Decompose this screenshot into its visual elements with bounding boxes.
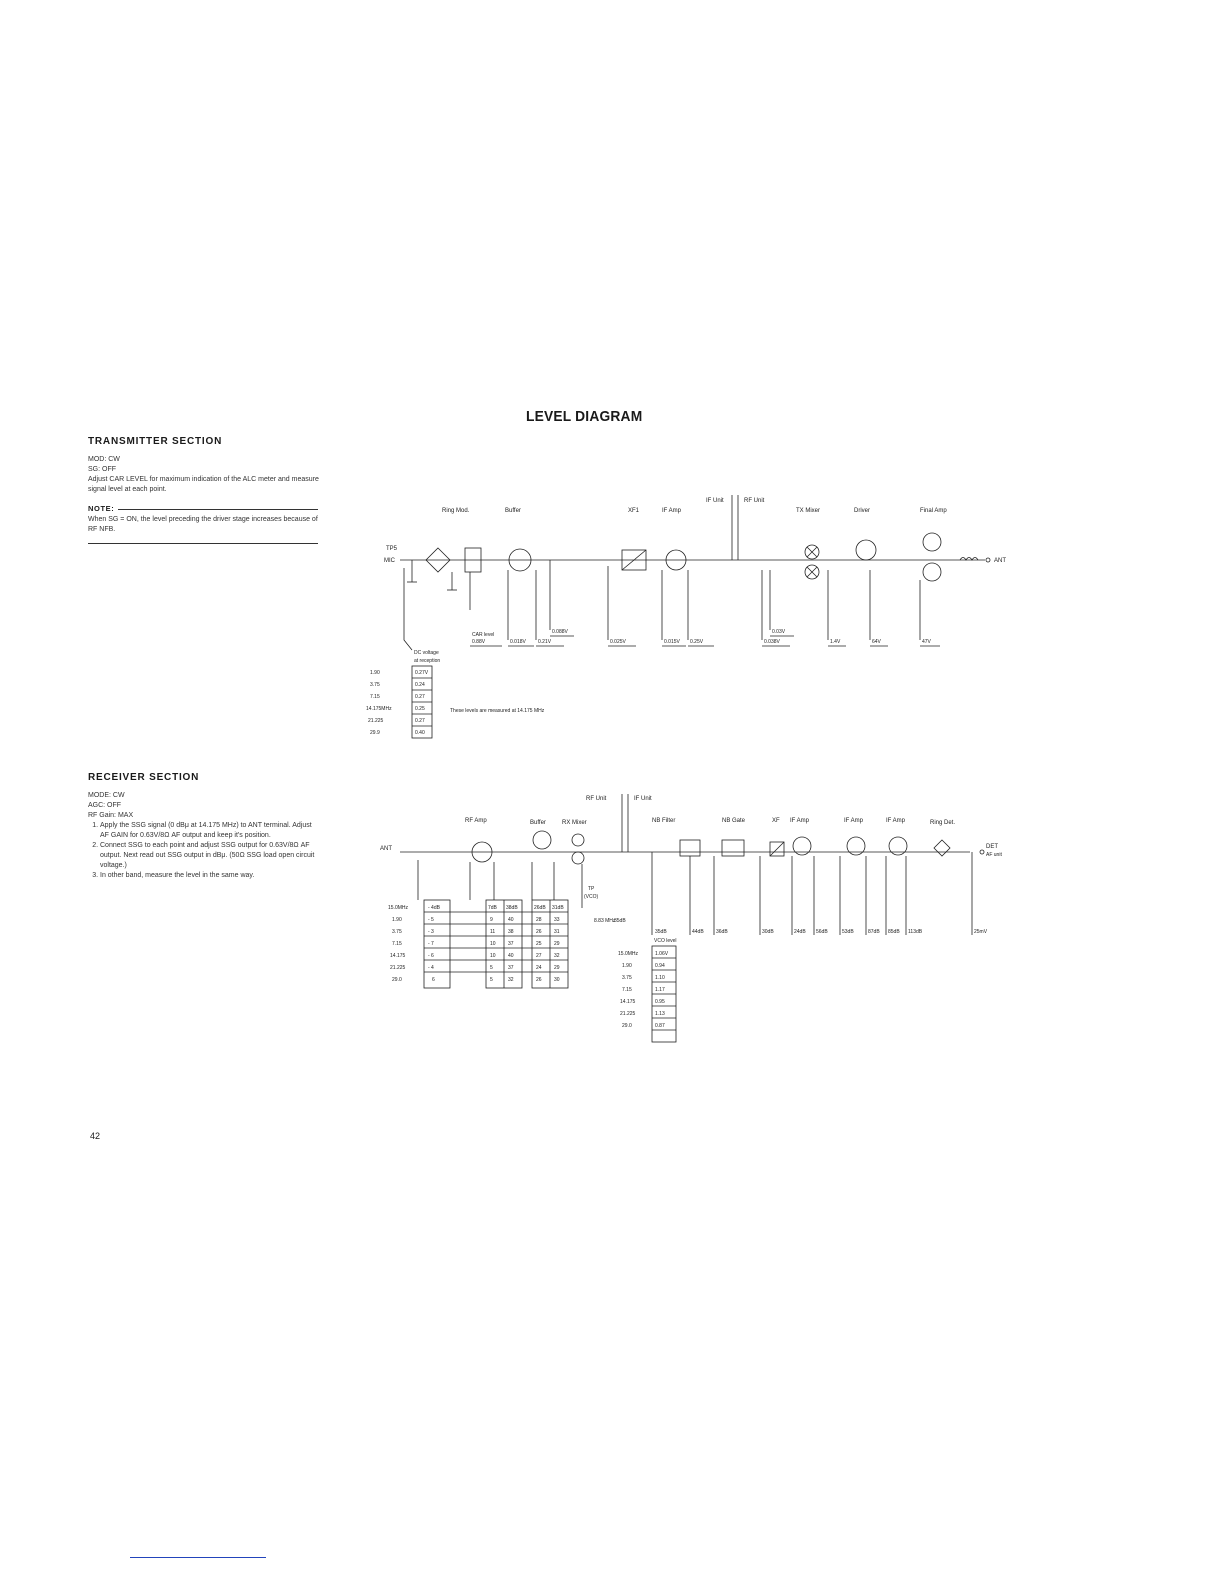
rx-ant-level: - 4: [428, 965, 434, 971]
dc-band: 3.75: [370, 682, 380, 688]
tx-note-label: NOTE:: [88, 504, 115, 513]
rx-vco-label: (VCO): [584, 894, 599, 900]
vco-caption: VCO level: [654, 938, 677, 944]
footer-rule: [130, 1557, 266, 1558]
tx-tp-label: TP5: [386, 546, 398, 552]
rx-af-unit-label: AF unit: [986, 852, 1002, 858]
measure-note: These levels are measured at 14.175 MHz: [450, 708, 545, 714]
rx-stage-if-amp-3: IF Amp: [886, 818, 906, 824]
rx-stage-ring-det: Ring Det.: [930, 820, 956, 826]
rx-rfamp-a-level: 10: [490, 941, 496, 947]
rx-mix-a-level: 27: [536, 953, 542, 959]
rx-level: 30dB: [762, 929, 774, 935]
rx-rfamp-b-level: 38dB: [506, 905, 518, 911]
rx-det-label: DET: [986, 844, 998, 850]
dc-value: 0.25: [415, 706, 425, 712]
tx-level: 64V: [872, 639, 881, 645]
car-level-value: 0.88V: [472, 639, 486, 645]
tx-stage-rf-unit: RF Unit: [744, 498, 765, 504]
tx-instruction: Adjust CAR LEVEL for maximum indication of the ALC meter and measure signal level at each point.: [88, 476, 319, 493]
dc-band: 7.15: [370, 694, 380, 700]
tx-stage-final-amp: Final Amp: [920, 508, 947, 514]
rx-step: 3. In other band, measure the level in the same way.: [100, 871, 320, 881]
rx-rfamp-a-level: 9: [490, 917, 493, 923]
rx-steps: [88, 821, 320, 881]
tx-stage-ring-mod: Ring Mod.: [442, 508, 470, 514]
rx-ant-level: - 5: [428, 917, 434, 923]
rx-band: 21.225: [390, 965, 406, 971]
dc-value: 0.27: [415, 694, 425, 700]
rx-stage-if-amp-1: IF Amp: [790, 818, 810, 824]
rx-ant-level: 6: [432, 977, 435, 983]
rx-step: 1. Apply the SSG signal (0 dBμ at 14.175 MHz) to ANT terminal. Adjust AF GAIN for 0.63V/8Ω AF output and keep it's position.: [100, 821, 320, 841]
rx-mix-b-level: 29: [554, 941, 560, 947]
vco-band: 15.0MHz: [618, 951, 639, 957]
tx-level: 0.25V: [690, 639, 704, 645]
rx-band: 3.75: [392, 929, 402, 935]
nb-gate-symbol: [722, 840, 744, 856]
final-amp-tube-a: [923, 533, 941, 551]
rx-mix-b-level: 32: [554, 953, 560, 959]
rx-stage-rf-amp: RF Amp: [465, 818, 487, 824]
rx-level: 44dB: [692, 929, 704, 935]
dc-value: 0.40: [415, 730, 425, 736]
rx-stage-nb-gate: NB Gate: [722, 818, 746, 824]
tx-level: 1.4V: [830, 639, 841, 645]
rx-rfamp-b-level: 40: [508, 953, 514, 959]
rx-rfamp-b-level: 40: [508, 917, 514, 923]
dc-caption-1: DC voltage: [414, 650, 439, 656]
vco-band: 29.0: [622, 1023, 632, 1029]
vco-value: 1.13: [655, 1011, 665, 1017]
rx-level: 53dB: [842, 929, 854, 935]
receiver-notes: [88, 791, 320, 881]
rx-mix-b-level: 30: [554, 977, 560, 983]
rx-level: 113dB: [908, 929, 923, 935]
rx-band: 1.90: [392, 917, 402, 923]
rx-mix-b-level: 31dB: [552, 905, 564, 911]
tx-level: 47V: [922, 639, 931, 645]
rx-setting-agc: AGC: OFF: [88, 802, 122, 809]
dc-value: 0.27: [415, 718, 425, 724]
tx-stage-tx-mixer: TX Mixer: [796, 508, 820, 514]
vco-band: 1.90: [622, 963, 632, 969]
rx-stage-rf-unit: RF Unit: [586, 796, 607, 802]
dc-band: 1.90: [370, 670, 380, 676]
rx-band: 15.0MHz: [388, 905, 409, 911]
vco-value: 1.06V: [655, 951, 669, 957]
rx-mix-a-level: 24: [536, 965, 542, 971]
tx-stage-buffer: Buffer: [505, 508, 521, 514]
tx-note-text: When SG = ON, the level preceding the driver stage increases because of RF NFB.: [88, 516, 318, 533]
rx-step: 2. Connect SSG to each point and adjust SSG output for 0.63V/8Ω AF output. Next read out SSG output in dBμ. (50Ω SSG load open circuit voltage.): [100, 841, 320, 871]
vco-band: 7.15: [622, 987, 632, 993]
rx-ant-level: - 7: [428, 941, 434, 947]
rx-freq-label: 8.83 MHz: [594, 918, 616, 924]
car-level-label: CAR level: [472, 632, 495, 638]
tx-mic-label: MIC: [384, 558, 395, 564]
dc-band: 21.225: [368, 718, 384, 724]
rx-mix-a-level: 25: [536, 941, 542, 947]
rx-ant-level: - 3: [428, 929, 434, 935]
vco-value: 1.17: [655, 987, 665, 993]
tx-setting-sg: SG: OFF: [88, 466, 116, 473]
rx-mix-a-level: 26: [536, 977, 542, 983]
nb-filter-symbol: [680, 840, 700, 856]
rx-band: 29.0: [392, 977, 402, 983]
vco-value: 1.10: [655, 975, 665, 981]
page-title: LEVEL DIAGRAM: [526, 408, 643, 425]
rx-freq-value: 35dB: [614, 918, 626, 924]
rx-level: 36dB: [716, 929, 728, 935]
tx-level: 0.015V: [664, 639, 680, 645]
rx-mix-b-level: 29: [554, 965, 560, 971]
ring-det-symbol: [934, 840, 950, 856]
rx-ant-label: ANT: [380, 846, 392, 852]
rx-rfamp-b-level: 32: [508, 977, 514, 983]
dc-band: 14.175MHz: [366, 706, 392, 712]
vco-value: 0.87: [655, 1023, 665, 1029]
rx-mix-a-level: 26dB: [534, 905, 546, 911]
tx-stage-xf1: XF1: [628, 508, 640, 514]
rx-stage-xf: XF: [772, 818, 780, 824]
rx-level: 35dB: [655, 929, 667, 935]
rx-ant-level: - 4dB: [428, 905, 440, 911]
vco-band: 21.225: [620, 1011, 636, 1017]
rx-level: 24dB: [794, 929, 806, 935]
rx-rfamp-a-level: 5: [490, 977, 493, 983]
receiver-level-diagram: [370, 790, 1030, 1050]
tx-level: 0.025V: [610, 639, 626, 645]
rx-rfamp-a-level: 7dB: [488, 905, 497, 911]
rx-rfamp-a-level: 10: [490, 953, 496, 959]
rx-buffer-symbol: [533, 831, 551, 849]
dc-value: 0.27V: [415, 670, 429, 676]
rx-rfamp-b-level: 38: [508, 929, 514, 935]
rx-mix-b-level: 33: [554, 917, 560, 923]
note-rule-bottom: [88, 543, 318, 544]
ant-terminal: [986, 558, 990, 562]
rx-ant-level: - 6: [428, 953, 434, 959]
tx-setting-mod: MOD: CW: [88, 456, 120, 463]
rx-band-table: [388, 905, 564, 983]
tx-level: 0.038V: [764, 639, 780, 645]
det-terminal: [980, 850, 984, 854]
tx-level: 0.088V: [552, 629, 568, 635]
page-number: 42: [90, 1131, 101, 1141]
driver-symbol: [856, 540, 876, 560]
receiver-heading: RECEIVER SECTION: [88, 772, 200, 783]
tx-stage-driver: Driver: [854, 508, 870, 514]
dc-band: 29.9: [370, 730, 380, 736]
tx-level: 0.018V: [510, 639, 526, 645]
transmitter-heading: TRANSMITTER SECTION: [88, 436, 223, 447]
tx-level: 0.03V: [772, 629, 786, 635]
rx-mix-a-level: 26: [536, 929, 542, 935]
rx-stage-buffer: Buffer: [530, 820, 546, 826]
rx-band: 7.15: [392, 941, 402, 947]
rx-rfamp-b-level: 37: [508, 965, 514, 971]
rx-mixer-symbol-a: [572, 834, 584, 846]
transmitter-notes: [88, 455, 320, 495]
note-rule-top: [118, 509, 318, 510]
dc-caption-2: at reception: [414, 658, 441, 664]
rx-mixer-symbol-b: [572, 852, 584, 864]
vco-value: 0.95: [655, 999, 665, 1005]
rx-band: 14.175: [390, 953, 406, 959]
vco-value: 0.94: [655, 963, 665, 969]
rx-stage-nb-filter: NB Filter: [652, 818, 676, 824]
transmitter-level-diagram: [360, 490, 1020, 750]
rx-mix-b-level: 31: [554, 929, 560, 935]
tx-stage-if-unit: IF Unit: [706, 498, 724, 504]
rx-stage-if-unit: IF Unit: [634, 796, 652, 802]
tx-stage-if-amp: IF Amp: [662, 508, 682, 514]
rx-tp-label: TP: [588, 886, 595, 892]
rx-level: 87dB: [868, 929, 880, 935]
rx-stage-if-amp-2: IF Amp: [844, 818, 864, 824]
tx-ant-label: ANT: [994, 558, 1006, 564]
rx-rfamp-a-level: 5: [490, 965, 493, 971]
dc-value: 0.24: [415, 682, 425, 688]
rx-level: 25mV: [974, 929, 988, 935]
rx-level: 85dB: [888, 929, 900, 935]
vco-band: 14.175: [620, 999, 636, 1005]
rx-level: 56dB: [816, 929, 828, 935]
rx-mix-a-level: 28: [536, 917, 542, 923]
vco-band: 3.75: [622, 975, 632, 981]
final-amp-tube-b: [923, 563, 941, 581]
rx-stage-rx-mixer: RX Mixer: [562, 820, 587, 826]
tx-level: 0.21V: [538, 639, 552, 645]
rx-rfamp-b-level: 37: [508, 941, 514, 947]
rx-setting-mode: MODE: CW: [88, 792, 125, 799]
rx-setting-rf-gain: RF Gain: MAX: [88, 812, 134, 819]
rx-rfamp-a-level: 11: [490, 929, 496, 935]
